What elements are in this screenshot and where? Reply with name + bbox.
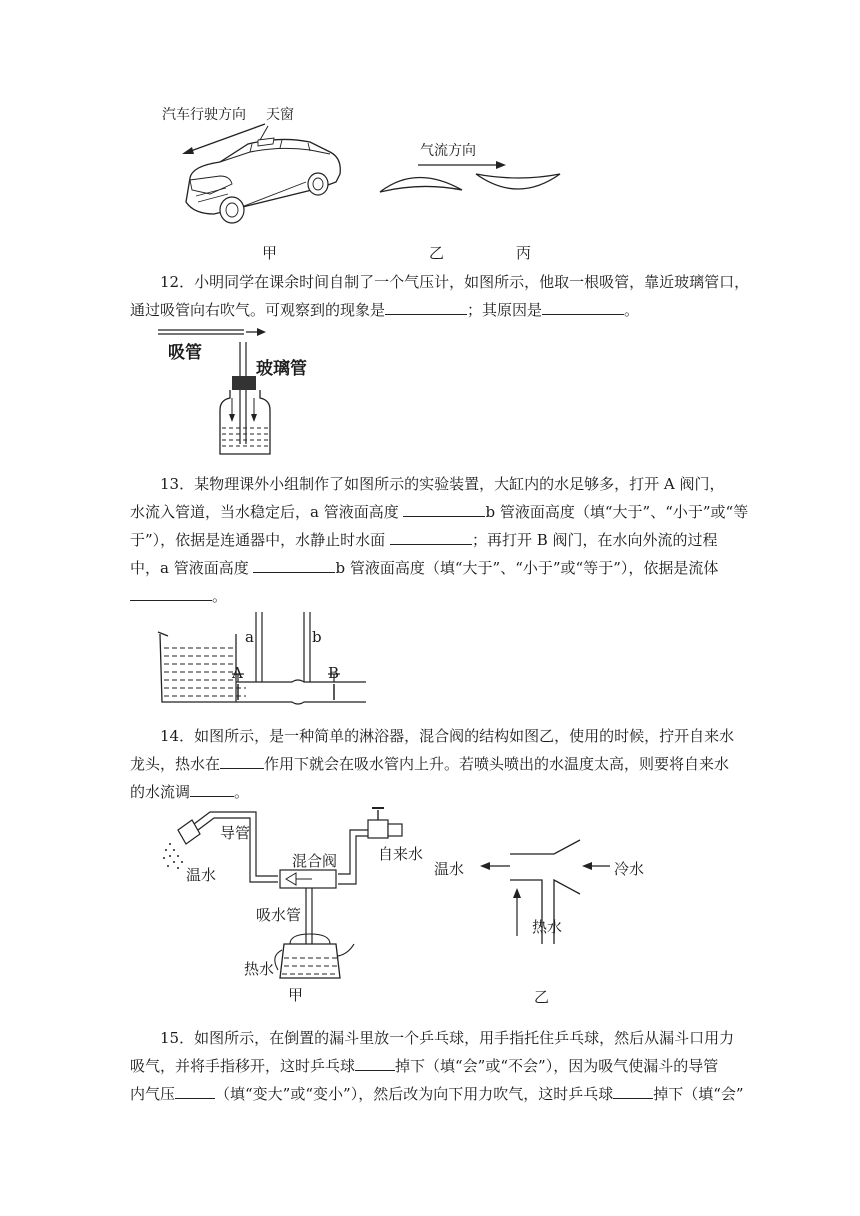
q12-text-b: ；其原因是 — [467, 301, 543, 319]
q14-line-1: 14．如图所示，是一种简单的淋浴器，混合阀的结构如图乙，使用的时候，拧开自来水 — [160, 727, 735, 745]
warm-water-label: 温水 — [186, 866, 217, 884]
caption-bing: 丙 — [516, 244, 532, 262]
q13-blank-2[interactable] — [390, 530, 472, 545]
hot-water-label: 热水 — [244, 960, 275, 978]
straw-label: 吸管 — [168, 343, 202, 363]
sunroof-label: 天窗 — [266, 107, 294, 123]
q14-line-3 — [130, 778, 730, 806]
mix-warm-water-label: 温水 — [434, 860, 465, 878]
suction-pipe-label: 吸水管 — [256, 906, 302, 924]
q15-blank-2[interactable] — [175, 1084, 215, 1099]
q14-blank-2[interactable] — [190, 782, 234, 797]
q15-line-3 — [130, 1080, 744, 1108]
guide-pipe-label: 导管 — [220, 824, 251, 842]
q14-text-3a: 的水流调 — [130, 783, 191, 801]
q13-line-4 — [130, 554, 730, 582]
valve-B-label: B — [328, 664, 340, 682]
wing-shape-bing — [474, 170, 564, 195]
caption-jia-14: 甲 — [288, 986, 304, 1004]
tap-water-label: 自来水 — [378, 845, 424, 863]
q14-text-3b: 。 — [234, 783, 250, 801]
q15-text-3a: 内气压 — [130, 1085, 176, 1103]
airflow-label: 气流方向 — [420, 143, 476, 159]
mix-cold-water-label: 冷水 — [614, 860, 645, 878]
valve-A-label: A — [232, 664, 243, 682]
q15-text-3b: （填“变大”或“变小”），然后改为向下用力吹气，这时乒乓球 — [215, 1085, 614, 1103]
car-direction-label: 汽车行驶方向 — [162, 107, 246, 123]
q13-line-5 — [130, 582, 730, 610]
q13-text-3b: ；再打开 B 阀门，在水向外流的过程 — [471, 531, 718, 549]
q15-blank-1[interactable] — [355, 1056, 395, 1071]
q14-line-2 — [130, 750, 730, 778]
q12-blank-1[interactable] — [385, 300, 467, 315]
q13-text-3a: 于”），依据是连通器中，水静止时水面 — [130, 531, 390, 549]
mix-hot-water-label: 热水 — [532, 918, 563, 936]
q15-text-2a: 吸气，并将手指移开，这时乒乓球 — [130, 1057, 356, 1075]
q12-line-2 — [130, 296, 730, 324]
q13-line-2 — [130, 498, 749, 526]
q13-line-1: 13．某物理课外小组制作了如图所示的实验装置，大缸内的水足够多，打开 A 阀门， — [160, 475, 725, 493]
q12-blank-2[interactable] — [542, 300, 624, 315]
q14-text-2a: 龙头，热水在 — [130, 755, 221, 773]
q12-line-1: 12．小明同学在课余时间自制了一个气压计，如图所示，他取一根吸管，靠近玻璃管口， — [160, 273, 750, 291]
q13-text-2a: 水流入管道，当水稳定后，a 管液面高度 — [130, 503, 404, 521]
glass-tube-label: 玻璃管 — [256, 359, 307, 379]
q12-text-c: 。 — [624, 301, 640, 319]
q13-line-3 — [130, 526, 730, 554]
tube-a-label: a — [245, 628, 254, 646]
q14-blank-1[interactable] — [220, 754, 264, 769]
caption-jia: 甲 — [262, 244, 278, 262]
q13-blank-3[interactable] — [253, 558, 335, 573]
q15-text-3c: 掉下（填“会” — [653, 1085, 744, 1103]
q13-text-4b: b 管液面高度（填“大于”、“小于”或“等于”），依据是流体 — [335, 559, 719, 577]
q13-blank-1[interactable] — [403, 502, 485, 517]
q15-blank-3[interactable] — [613, 1084, 653, 1099]
q15-text-2b: 掉下（填“会”或“不会”），因为吸气使漏斗的导管 — [395, 1057, 719, 1075]
mixing-valve-label: 混合阀 — [292, 852, 338, 870]
q13-blank-4[interactable] — [130, 586, 212, 601]
q13-text-2b: b 管液面高度（填“大于”、“小于”或“等 — [485, 503, 749, 521]
shower-drawing — [160, 804, 410, 984]
caption-yi-14: 乙 — [534, 988, 550, 1006]
q14-text-2b: 作用下就会在吸水管内上升。若喷头喷出的水温度太高，则要将自来水 — [264, 755, 730, 773]
tube-b-label: b — [312, 628, 322, 646]
car-drawing — [170, 118, 350, 233]
q13-text-5b: 。 — [212, 587, 228, 605]
q12-text-a: 通过吸管向右吹气。可观察到的现象是 — [130, 301, 386, 319]
q15-line-2 — [130, 1052, 730, 1080]
caption-yi: 乙 — [429, 244, 445, 262]
q13-text-4a: 中，a 管液面高度 — [130, 559, 254, 577]
q15-line-1: 15．如图所示，在倒置的漏斗里放一个乒乓球，用手指托住乒乓球，然后从漏斗口用力 — [160, 1029, 735, 1047]
vessels-drawing — [156, 612, 366, 707]
airflow-arrow — [418, 160, 508, 170]
wing-shape-yi — [376, 170, 466, 195]
